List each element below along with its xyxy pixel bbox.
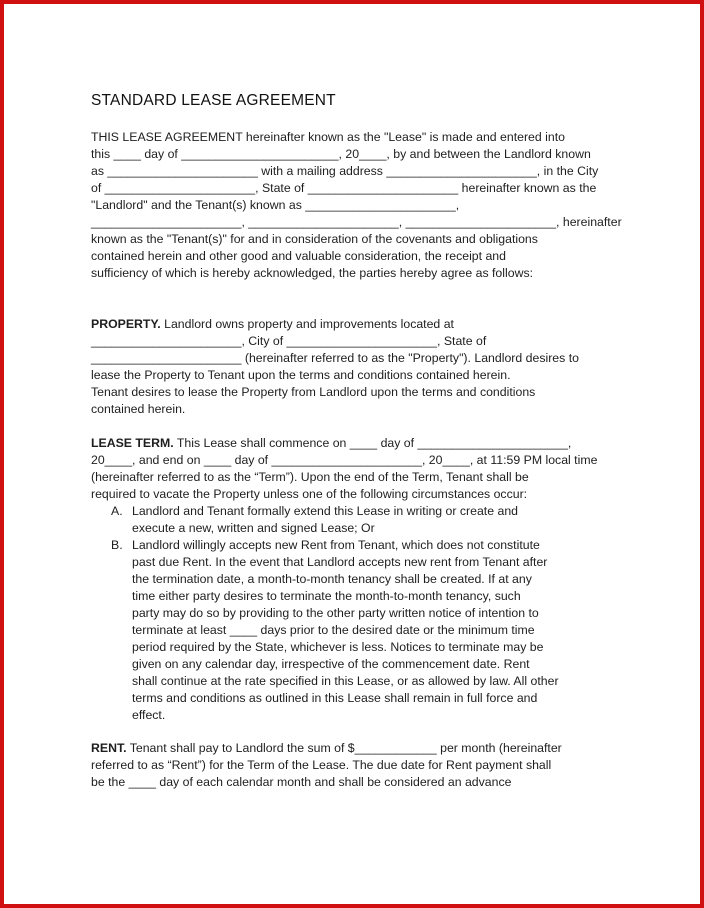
list-line: effect.: [132, 708, 166, 722]
intro-line: known as the "Tenant(s)" for and in consideration of the covenants and obligations: [91, 232, 538, 246]
document-title: STANDARD LEASE AGREEMENT: [91, 92, 336, 109]
intro-line: "Landlord" and the Tenant(s) known as ______________________,: [91, 198, 460, 212]
lease-term-line: 20____, and end on ____ day of ______________________, 20____, at 11:59 PM local time: [91, 453, 598, 467]
list-line: past due Rent. In the event that Landlord accepts new rent from Tenant after: [132, 555, 548, 569]
intro-line: as ______________________ with a mailing address ______________________, in the City: [91, 164, 599, 178]
list-item-a: [91, 503, 631, 537]
list-line: time either party desires to terminate the month-to-month tenancy, such: [132, 589, 521, 603]
rent-line: Tenant shall pay to Landlord the sum of $____________ per month (hereinafter: [126, 741, 562, 755]
lease-term-heading: LEASE TERM.: [91, 436, 174, 450]
property-section: [91, 316, 631, 418]
rent-section: [91, 740, 631, 791]
rent-line: referred to as “Rent”) for the Term of the Lease. The due date for Rent payment shall: [91, 758, 552, 772]
property-line: contained herein.: [91, 402, 186, 416]
intro-line: THIS LEASE AGREEMENT hereinafter known as the "Lease" is made and entered into: [91, 130, 565, 144]
list-line: shall continue at the rate specified in this Lease, or as allowed by law. All other: [132, 674, 559, 688]
list-line: terms and conditions as outlined in this Lease shall remain in full force and: [132, 691, 538, 705]
list-line: terminate at least ____ days prior to the desired date or the minimum time: [132, 623, 535, 637]
lease-term-section: [91, 435, 631, 724]
lease-term-line: required to vacate the Property unless one of the following circumstances occur:: [91, 487, 528, 501]
intro-line: this ____ day of _______________________, 20____, by and between the Landlord known: [91, 147, 591, 161]
intro-line: sufficiency of which is hereby acknowledged, the parties hereby agree as follows:: [91, 266, 534, 280]
property-line: ______________________, City of ______________________, State of: [91, 334, 487, 348]
property-heading: PROPERTY.: [91, 317, 161, 331]
lease-term-line: (hereinafter referred to as the “Term”). Upon the end of the Term, Tenant shall be: [91, 470, 529, 484]
list-line: execute a new, written and signed Lease; Or: [132, 521, 375, 535]
list-item-b: [91, 537, 631, 724]
intro-line: contained herein and other good and valuable consideration, the receipt and: [91, 249, 506, 263]
list-line: the termination date, a month-to-month tenancy shall be created. If at any: [132, 572, 532, 586]
list-line: Landlord willingly accepts new Rent from Tenant, which does not constitute: [132, 538, 540, 552]
rent-line: be the ____ day of each calendar month and shall be considered an advance: [91, 775, 512, 789]
property-line: ______________________ (hereinafter referred to as the "Property"). Landlord desires to: [91, 351, 579, 365]
list-line: period required by the State, whichever is less. Notices to terminate may be: [132, 640, 544, 654]
intro-paragraph: [91, 129, 631, 282]
rent-heading: RENT.: [91, 741, 127, 755]
lease-term-line: This Lease shall commence on ____ day of ______________________,: [173, 436, 572, 450]
list-line: Landlord and Tenant formally extend this Lease in writing or create and: [132, 504, 518, 518]
property-line: Landlord owns property and improvements located at: [160, 317, 454, 331]
list-line: party may do so by providing to the other party written notice of intention to: [132, 606, 539, 620]
list-marker: A.: [111, 504, 123, 518]
list-line: given on any calendar day, irrespective of the commencement date. Rent: [132, 657, 530, 671]
property-line: Tenant desires to lease the Property from Landlord upon the terms and conditions: [91, 385, 536, 399]
property-line: lease the Property to Tenant upon the terms and conditions contained herein.: [91, 368, 511, 382]
list-marker: B.: [111, 538, 123, 552]
intro-line: of ______________________, State of ______________________ hereinafter known as the: [91, 181, 597, 195]
intro-line: ______________________, ______________________, ______________________, hereinafter: [91, 215, 622, 229]
